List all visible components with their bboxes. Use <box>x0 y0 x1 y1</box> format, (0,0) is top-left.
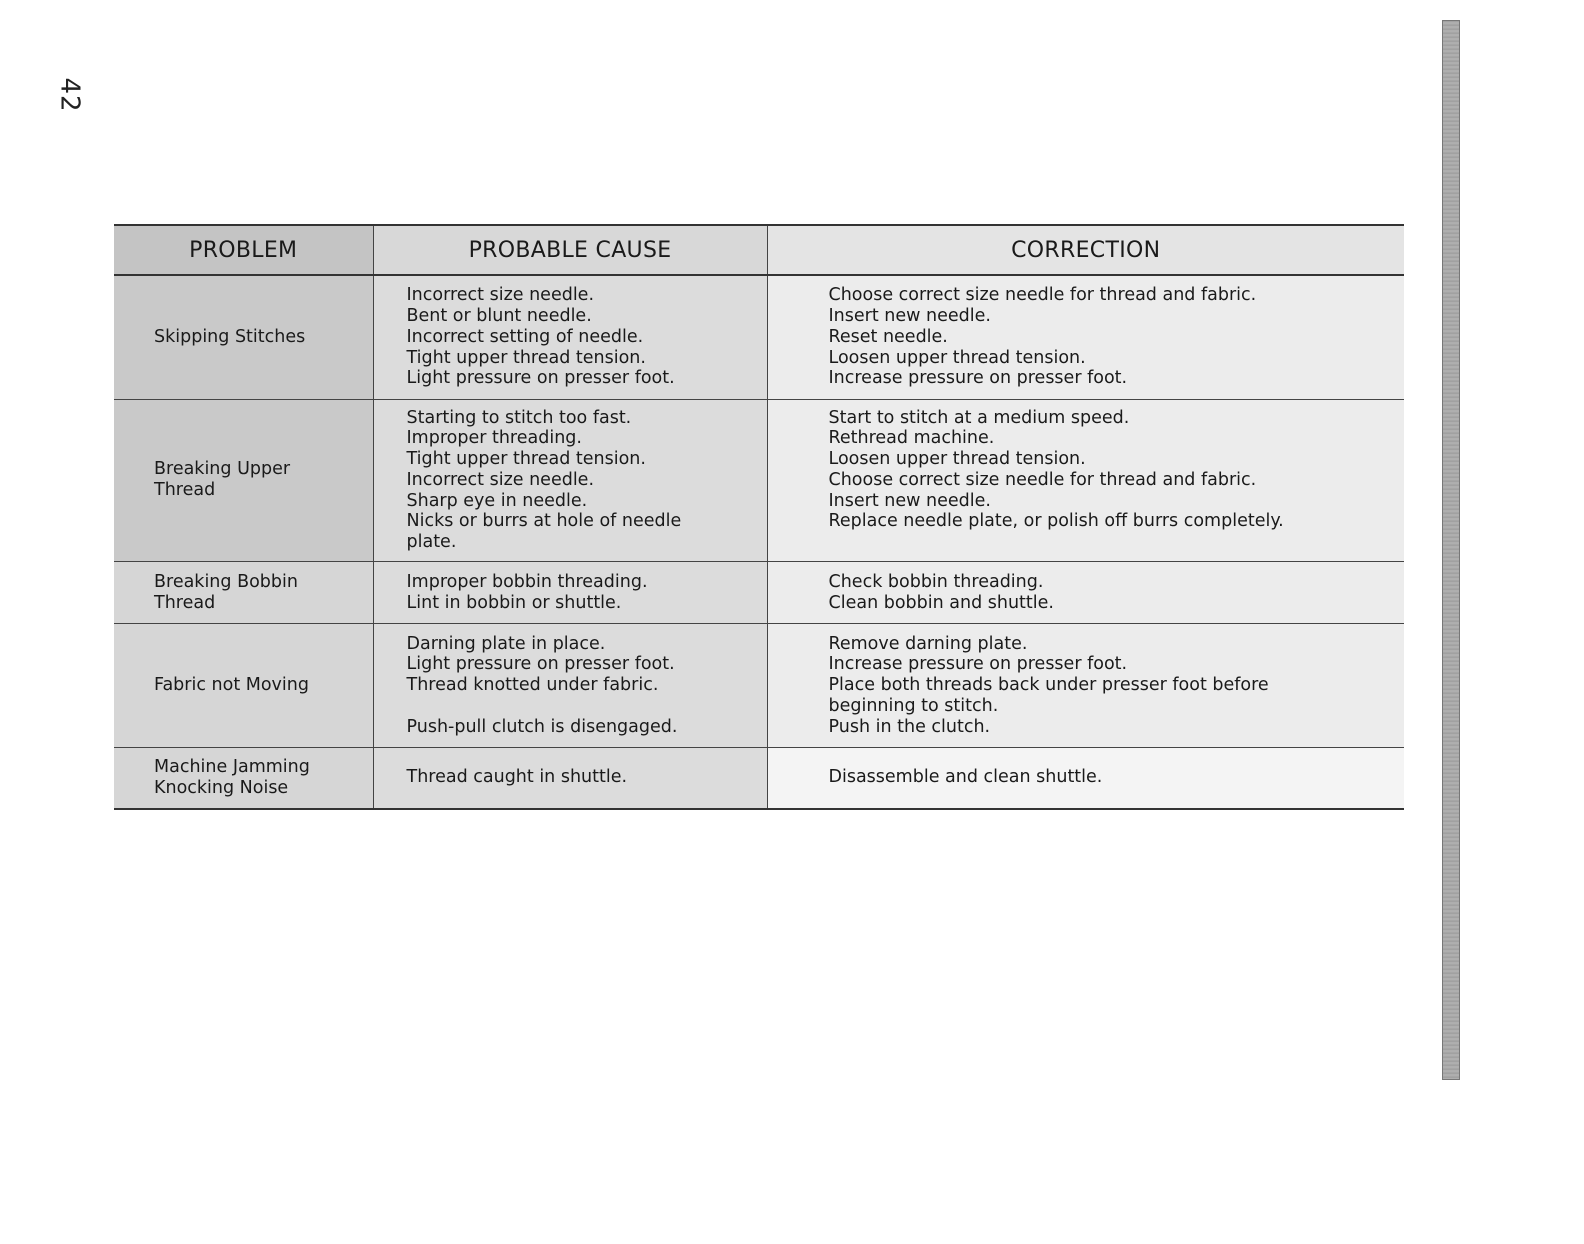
cause-cell <box>373 624 767 748</box>
page-number: 42 <box>54 77 85 113</box>
cause-line: Incorrect size needle. <box>406 285 595 306</box>
problem-cell <box>114 624 373 748</box>
problem-cell <box>114 562 373 624</box>
correction-line: Loosen upper thread tension. <box>828 347 1086 368</box>
cause-line: Improper bobbin threading. <box>406 571 648 592</box>
correction-line: Loosen upper thread tension. <box>828 449 1086 470</box>
cause-line: Starting to stitch too fast. <box>406 407 632 428</box>
correction-line: Replace needle plate, or polish off burrs completely. <box>828 511 1284 532</box>
problem-label: Skipping Stitches <box>154 326 306 347</box>
correction-line: Check bobbin threading. <box>828 571 1044 592</box>
correction-line: Insert new needle. <box>828 306 991 327</box>
table-header-row <box>114 225 1404 275</box>
cause-line: Lint in bobbin or shuttle. <box>406 592 622 613</box>
header-correction: CORRECTION <box>767 225 1404 275</box>
correction-line: Remove darning plate. <box>828 633 1028 654</box>
cause-line: plate. <box>406 532 457 553</box>
cause-line: Light pressure on presser foot. <box>406 654 675 675</box>
troubleshooting-table <box>114 224 1404 810</box>
cause-cell <box>373 275 767 399</box>
cause-line: Nicks or burrs at hole of needle <box>406 511 682 532</box>
cause-cell <box>373 748 767 809</box>
correction-line: Disassemble and clean shuttle. <box>828 767 1103 788</box>
cause-line: Incorrect size needle. <box>406 469 595 490</box>
correction-line: Rethread machine. <box>828 428 995 449</box>
table-row <box>114 562 1404 624</box>
cause-line: Incorrect setting of needle. <box>406 326 644 347</box>
cause-cell <box>373 399 767 562</box>
cause-line: Thread knotted under fabric. <box>406 675 659 696</box>
correction-line: Place both threads back under presser foot before <box>828 675 1269 696</box>
cause-line: Bent or blunt needle. <box>406 306 592 327</box>
cause-line: Tight upper thread tension. <box>406 347 646 368</box>
correction-line: Start to stitch at a medium speed. <box>828 407 1130 428</box>
cause-line: Light pressure on presser foot. <box>406 368 675 389</box>
correction-line: Push in the clutch. <box>828 716 991 737</box>
correction-line: Increase pressure on presser foot. <box>828 368 1128 389</box>
problem-label: Fabric not Moving <box>154 675 309 696</box>
correction-cell <box>767 399 1404 562</box>
problem-cell <box>114 399 373 562</box>
page-edge-bar <box>1442 20 1460 1080</box>
header-probable-cause: PROBABLE CAUSE <box>373 225 767 275</box>
correction-line: Reset needle. <box>828 326 948 347</box>
cause-line: Push-pull clutch is disengaged. <box>406 716 678 737</box>
problem-label: Breaking Upper Thread <box>154 459 291 501</box>
correction-line: Insert new needle. <box>828 490 991 511</box>
cause-line-spacer <box>407 696 737 717</box>
cause-line: Sharp eye in needle. <box>406 490 588 511</box>
correction-line: beginning to stitch. <box>828 695 999 716</box>
header-problem: PROBLEM <box>114 225 373 275</box>
correction-line: Choose correct size needle for thread and fabric. <box>828 285 1257 306</box>
cause-cell <box>373 562 767 624</box>
correction-cell <box>767 562 1404 624</box>
problem-label: Breaking Bobbin Thread <box>154 571 298 613</box>
cause-line: Thread caught in shuttle. <box>406 767 628 788</box>
correction-line: Increase pressure on presser foot. <box>828 654 1128 675</box>
cause-line: Darning plate in place. <box>406 633 606 654</box>
cause-line: Tight upper thread tension. <box>406 449 646 470</box>
problem-cell <box>114 748 373 809</box>
correction-line: Choose correct size needle for thread and fabric. <box>828 469 1257 490</box>
problem-cell <box>114 275 373 399</box>
correction-cell <box>767 748 1404 809</box>
table-row <box>114 748 1404 809</box>
table-row <box>114 275 1404 399</box>
table-row <box>114 399 1404 562</box>
problem-label: Machine Jamming Knocking Noise <box>154 757 310 798</box>
correction-cell <box>767 275 1404 399</box>
table-row <box>114 624 1404 748</box>
cause-line: Improper threading. <box>406 428 582 449</box>
correction-cell <box>767 624 1404 748</box>
correction-line: Clean bobbin and shuttle. <box>828 592 1054 613</box>
